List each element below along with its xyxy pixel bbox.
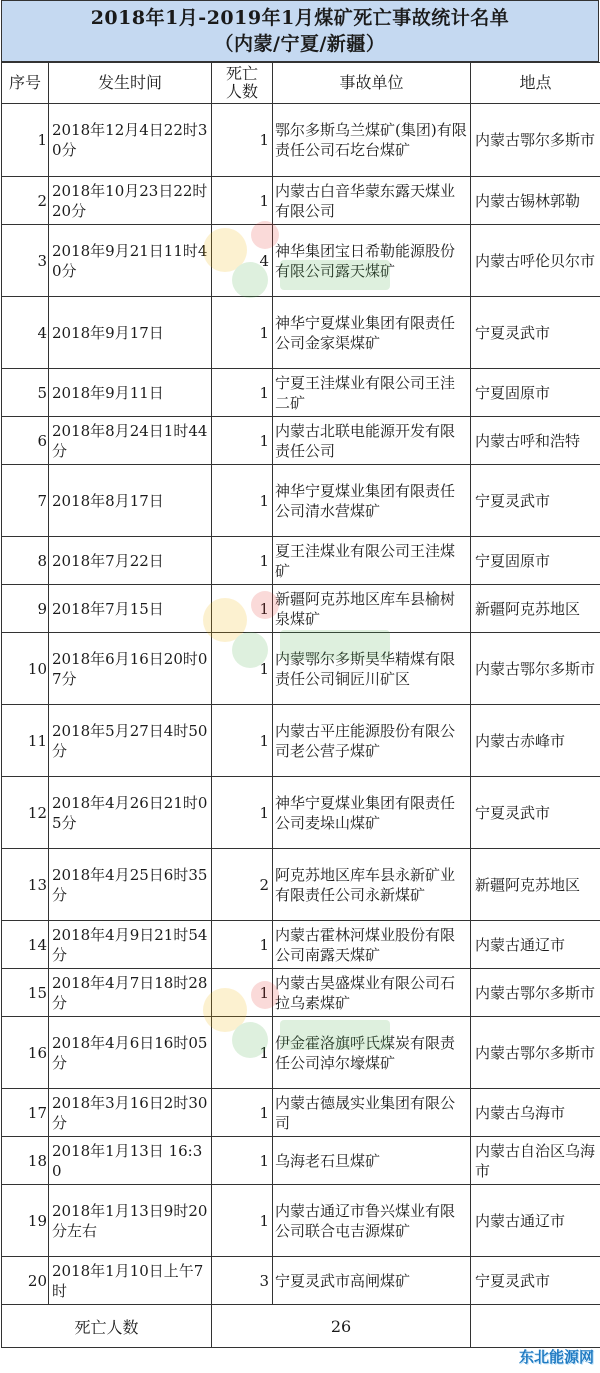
row-deaths: 1 xyxy=(212,104,273,177)
table-row xyxy=(2,177,600,225)
row-unit: 神华集团宝日希勒能源股份有限公司露天煤矿 xyxy=(273,225,471,297)
table-row xyxy=(2,1089,600,1137)
row-time: 2018年4月9日21时54分 xyxy=(49,921,212,969)
row-location: 宁夏灵武市 xyxy=(471,465,600,537)
row-index: 1 xyxy=(2,104,49,177)
row-deaths: 1 xyxy=(212,1089,273,1137)
row-time: 2018年1月13日 16:30 xyxy=(49,1137,212,1185)
row-location: 内蒙古鄂尔多斯市 xyxy=(471,633,600,705)
row-time: 2018年1月10日上午7时 xyxy=(49,1257,212,1305)
row-index: 4 xyxy=(2,297,49,369)
row-location: 内蒙古自治区乌海市 xyxy=(471,1137,600,1185)
row-unit: 神华宁夏煤业集团有限责任公司清水营煤矿 xyxy=(273,465,471,537)
row-deaths: 1 xyxy=(212,417,273,465)
row-deaths: 1 xyxy=(212,537,273,585)
row-time: 2018年12月4日22时30分 xyxy=(49,104,212,177)
row-unit: 内蒙古平庄能源股份有限公司老公营子煤矿 xyxy=(273,705,471,777)
row-index: 8 xyxy=(2,537,49,585)
row-location: 宁夏灵武市 xyxy=(471,297,600,369)
table-row xyxy=(2,104,600,177)
row-deaths: 1 xyxy=(212,705,273,777)
row-time: 2018年1月13日9时20分左右 xyxy=(49,1185,212,1257)
row-index: 6 xyxy=(2,417,49,465)
row-unit: 乌海老石旦煤矿 xyxy=(273,1137,471,1185)
table-row xyxy=(2,1257,600,1305)
table-row xyxy=(2,537,600,585)
row-unit: 宁夏王洼煤业有限公司王洼二矿 xyxy=(273,369,471,417)
row-time: 2018年9月21日11时40分 xyxy=(49,225,212,297)
table-title xyxy=(1,0,599,62)
total-empty-cell xyxy=(471,1305,600,1348)
row-unit: 夏王洼煤业有限公司王洼煤矿 xyxy=(273,537,471,585)
row-index: 19 xyxy=(2,1185,49,1257)
header-index: 序号 xyxy=(2,63,49,104)
row-deaths: 1 xyxy=(212,1137,273,1185)
row-deaths: 1 xyxy=(212,633,273,705)
table-row xyxy=(2,417,600,465)
row-unit: 阿克苏地区库车县永新矿业有限责任公司永新煤矿 xyxy=(273,849,471,921)
title-line-2: （内蒙/宁夏/新疆） xyxy=(214,33,386,55)
row-index: 3 xyxy=(2,225,49,297)
row-index: 11 xyxy=(2,705,49,777)
row-location: 内蒙古赤峰市 xyxy=(471,705,600,777)
row-time: 2018年9月11日 xyxy=(49,369,212,417)
row-unit: 宁夏灵武市高闸煤矿 xyxy=(273,1257,471,1305)
header-deaths: 死亡人数 xyxy=(212,63,273,104)
row-location: 内蒙古乌海市 xyxy=(471,1089,600,1137)
row-location: 内蒙古鄂尔多斯市 xyxy=(471,1017,600,1089)
row-index: 10 xyxy=(2,633,49,705)
row-location: 内蒙古锡林郭勒 xyxy=(471,177,600,225)
row-time: 2018年4月6日16时05分 xyxy=(49,1017,212,1089)
row-unit: 神华宁夏煤业集团有限责任公司金家渠煤矿 xyxy=(273,297,471,369)
row-unit: 神华宁夏煤业集团有限责任公司麦垛山煤矿 xyxy=(273,777,471,849)
row-location: 宁夏固原市 xyxy=(471,369,600,417)
row-index: 18 xyxy=(2,1137,49,1185)
row-index: 12 xyxy=(2,777,49,849)
row-deaths: 1 xyxy=(212,177,273,225)
row-time: 2018年3月16日2时30分 xyxy=(49,1089,212,1137)
row-deaths: 1 xyxy=(212,585,273,633)
row-location: 新疆阿克苏地区 xyxy=(471,849,600,921)
header-row xyxy=(2,63,600,104)
row-deaths: 1 xyxy=(212,969,273,1017)
row-unit: 内蒙古霍林河煤业股份有限公司南露天煤矿 xyxy=(273,921,471,969)
row-location: 内蒙古呼和浩特 xyxy=(471,417,600,465)
row-unit: 内蒙古昊盛煤业有限公司石拉乌素煤矿 xyxy=(273,969,471,1017)
accident-table xyxy=(1,62,600,1348)
row-location: 内蒙古通辽市 xyxy=(471,921,600,969)
row-deaths: 1 xyxy=(212,369,273,417)
row-time: 2018年6月16日20时07分 xyxy=(49,633,212,705)
row-unit: 内蒙鄂尔多斯昊华精煤有限责任公司铜匠川矿区 xyxy=(273,633,471,705)
row-time: 2018年8月17日 xyxy=(49,465,212,537)
row-index: 2 xyxy=(2,177,49,225)
row-time: 2018年10月23日22时20分 xyxy=(49,177,212,225)
table-row xyxy=(2,465,600,537)
table-row xyxy=(2,369,600,417)
row-index: 16 xyxy=(2,1017,49,1089)
row-location: 新疆阿克苏地区 xyxy=(471,585,600,633)
total-value: 26 xyxy=(212,1305,471,1348)
brand-watermark: 东北能源网 xyxy=(518,1348,594,1366)
row-unit: 伊金霍洛旗呼氏煤炭有限责任公司淖尔壕煤矿 xyxy=(273,1017,471,1089)
row-unit: 内蒙古德晟实业集团有限公司 xyxy=(273,1089,471,1137)
row-location: 内蒙古鄂尔多斯市 xyxy=(471,104,600,177)
total-label: 死亡人数 xyxy=(2,1305,212,1348)
row-location: 宁夏灵武市 xyxy=(471,1257,600,1305)
table-row xyxy=(2,633,600,705)
row-time: 2018年7月15日 xyxy=(49,585,212,633)
table-row xyxy=(2,969,600,1017)
row-index: 14 xyxy=(2,921,49,969)
header-location: 地点 xyxy=(471,63,600,104)
row-time: 2018年5月27日4时50分 xyxy=(49,705,212,777)
total-row xyxy=(2,1305,600,1348)
row-unit: 内蒙古北联电能源开发有限责任公司 xyxy=(273,417,471,465)
row-time: 2018年4月7日18时28分 xyxy=(49,969,212,1017)
row-deaths: 2 xyxy=(212,849,273,921)
row-unit: 鄂尔多斯乌兰煤矿(集团)有限责任公司石圪台煤矿 xyxy=(273,104,471,177)
row-location: 内蒙古通辽市 xyxy=(471,1185,600,1257)
table-body xyxy=(2,104,600,1305)
row-index: 17 xyxy=(2,1089,49,1137)
table-row xyxy=(2,1017,600,1089)
row-index: 13 xyxy=(2,849,49,921)
row-deaths: 1 xyxy=(212,921,273,969)
row-index: 9 xyxy=(2,585,49,633)
row-index: 5 xyxy=(2,369,49,417)
table-row xyxy=(2,777,600,849)
row-unit: 内蒙古通辽市鲁兴煤业有限公司联合屯吉源煤矿 xyxy=(273,1185,471,1257)
row-unit: 新疆阿克苏地区库车县榆树泉煤矿 xyxy=(273,585,471,633)
table-row xyxy=(2,297,600,369)
row-deaths: 1 xyxy=(212,1185,273,1257)
row-time: 2018年9月17日 xyxy=(49,297,212,369)
table-row xyxy=(2,1137,600,1185)
row-deaths: 4 xyxy=(212,225,273,297)
table-row xyxy=(2,1185,600,1257)
table-row xyxy=(2,849,600,921)
row-index: 7 xyxy=(2,465,49,537)
row-deaths: 1 xyxy=(212,1017,273,1089)
row-unit: 内蒙古白音华蒙东露天煤业有限公司 xyxy=(273,177,471,225)
row-time: 2018年4月26日21时05分 xyxy=(49,777,212,849)
table-row xyxy=(2,705,600,777)
row-deaths: 1 xyxy=(212,777,273,849)
row-index: 20 xyxy=(2,1257,49,1305)
row-deaths: 3 xyxy=(212,1257,273,1305)
header-time: 发生时间 xyxy=(49,63,212,104)
row-time: 2018年8月24日1时44分 xyxy=(49,417,212,465)
row-location: 内蒙古呼伦贝尔市 xyxy=(471,225,600,297)
table-row xyxy=(2,225,600,297)
row-location: 内蒙古鄂尔多斯市 xyxy=(471,969,600,1017)
header-unit: 事故单位 xyxy=(273,63,471,104)
title-line-1: 2018年1月-2019年1月煤矿死亡事故统计名单 xyxy=(90,7,510,29)
row-deaths: 1 xyxy=(212,297,273,369)
row-location: 宁夏灵武市 xyxy=(471,777,600,849)
row-deaths: 1 xyxy=(212,465,273,537)
table-row xyxy=(2,585,600,633)
row-index: 15 xyxy=(2,969,49,1017)
table-row xyxy=(2,921,600,969)
row-time: 2018年7月22日 xyxy=(49,537,212,585)
row-time: 2018年4月25日6时35分 xyxy=(49,849,212,921)
row-location: 宁夏固原市 xyxy=(471,537,600,585)
